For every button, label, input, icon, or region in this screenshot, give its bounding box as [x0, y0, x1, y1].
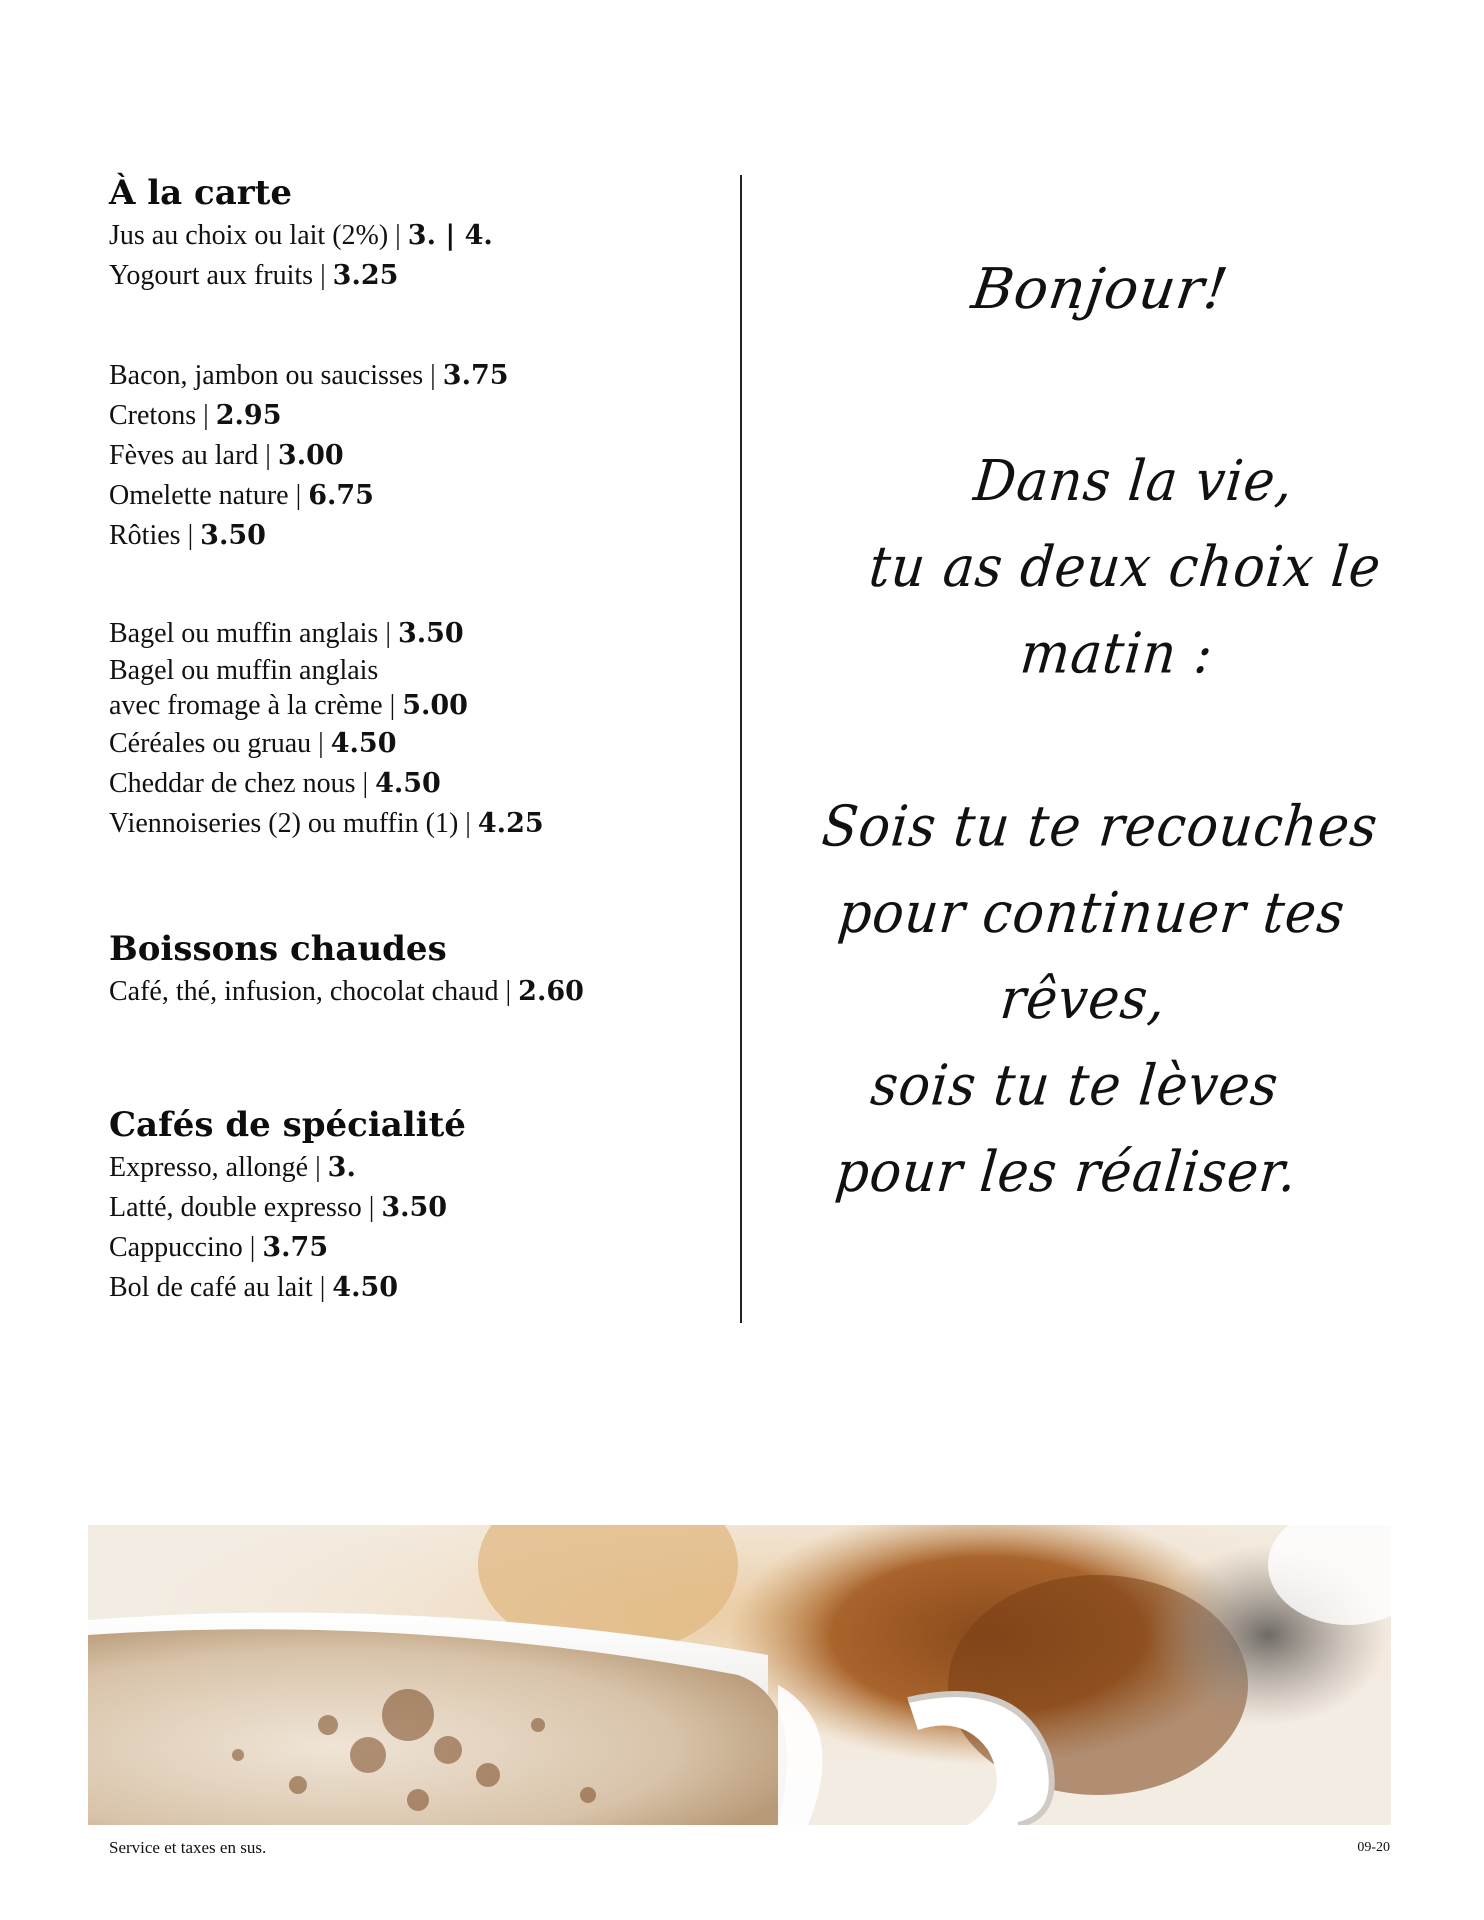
item-price: 3.50 — [200, 520, 266, 551]
item-price: 4.50 — [330, 728, 397, 759]
quote-gap — [794, 697, 1422, 783]
separator: | — [382, 690, 403, 721]
item-price: 3.00 — [277, 440, 344, 471]
menu-item — [109, 436, 729, 476]
quote-column — [790, 255, 1410, 1205]
menu-item — [109, 1228, 729, 1268]
separator: | — [312, 1272, 333, 1303]
separator: | — [242, 1232, 263, 1263]
item-name: Cheddar de chez nous — [109, 768, 356, 799]
item-price: 3.50 — [397, 618, 464, 649]
greeting: Bonjour! — [967, 257, 1233, 322]
menu-column — [109, 170, 729, 1308]
separator: | — [498, 976, 519, 1007]
item-price: 4.50 — [332, 1272, 399, 1303]
section-title-cafes-specialite: Cafés de spécialité — [109, 1105, 466, 1145]
quote-line: tu as deux choix le matin : — [866, 535, 1385, 687]
item-price: 3.25 — [332, 260, 399, 291]
menu-item — [109, 216, 729, 256]
menu-item — [109, 972, 729, 1012]
item-name: Fèves au lard — [109, 440, 259, 471]
item-name: Céréales ou gruau — [109, 728, 312, 759]
separator: | — [355, 768, 376, 799]
item-name: Yogourt aux fruits — [109, 260, 314, 291]
item-name: Bacon, jambon ou saucisses — [109, 360, 424, 391]
menu-item — [109, 396, 729, 436]
menu-item — [109, 654, 729, 724]
menu-group-specialty-coffees — [109, 1148, 729, 1308]
quote-line: pour les réaliser. — [832, 1140, 1301, 1205]
quote-line: sois tu te lèves — [868, 1053, 1282, 1119]
item-name: Bol de café au lait — [109, 1272, 313, 1303]
menu-item — [109, 1188, 729, 1228]
separator: | — [288, 480, 309, 511]
menu-item — [109, 256, 729, 296]
item-price: 4.50 — [375, 768, 441, 799]
quote-line: Dans la vie, — [971, 449, 1297, 514]
separator: | — [196, 400, 216, 431]
separator: | — [180, 520, 201, 551]
separator: | — [258, 440, 278, 471]
item-name-line1: Bagel ou muffin anglais — [109, 655, 379, 686]
separator: | — [313, 260, 333, 291]
item-price: 3. — [327, 1152, 356, 1183]
item-name: Latté, double expresso — [109, 1192, 362, 1223]
quote-line: pour continuer tes rêves, — [835, 881, 1348, 1033]
item-name: avec fromage à la crème — [109, 690, 383, 721]
separator: | — [388, 220, 408, 251]
column-divider — [740, 175, 742, 1323]
menu-item — [109, 1268, 729, 1308]
item-price: 3. | 4. — [407, 220, 493, 251]
item-name: Rôties — [109, 520, 181, 551]
menu-item — [109, 476, 729, 516]
item-name: Cretons — [109, 400, 197, 431]
menu-group-hot-drinks — [109, 972, 729, 1012]
separator: | — [423, 360, 443, 391]
quote-line: Sois tu te recouches — [819, 794, 1381, 860]
menu-item — [109, 356, 729, 396]
section-title-a-la-carte: À la carte — [109, 173, 292, 213]
item-price: 4.25 — [477, 808, 544, 839]
item-name: Omelette nature — [109, 480, 289, 511]
footer-note: Service et taxes en sus. — [109, 1838, 267, 1857]
separator: | — [308, 1152, 328, 1183]
menu-item — [109, 1148, 729, 1188]
item-price: 6.75 — [308, 480, 374, 511]
menu-group-proteins — [109, 356, 729, 556]
cappuccino-croissant-photo — [88, 1525, 1391, 1825]
item-name: Bagel ou muffin anglais — [109, 618, 379, 649]
separator: | — [458, 808, 478, 839]
quote — [752, 438, 1448, 1216]
item-name: Viennoiseries (2) ou muffin (1) — [109, 808, 459, 839]
menu-item — [109, 764, 729, 804]
menu-group-drinks-yogurt — [109, 216, 729, 296]
separator: | — [378, 618, 398, 649]
item-name: Café, thé, infusion, chocolat chaud — [109, 976, 499, 1007]
menu-item — [109, 516, 729, 556]
item-price: 3.50 — [381, 1192, 448, 1223]
item-price: 3.75 — [442, 360, 509, 391]
item-name: Expresso, allongé — [109, 1152, 309, 1183]
item-name-line2 — [109, 688, 729, 724]
menu-item — [109, 614, 729, 654]
footer-code: 09-20 — [1357, 1840, 1390, 1855]
item-price: 5.00 — [402, 690, 468, 721]
item-name: Jus au choix ou lait (2%) — [109, 220, 389, 251]
menu-item — [109, 724, 729, 764]
item-price: 3.75 — [262, 1232, 329, 1263]
item-name: Cappuccino — [109, 1232, 243, 1263]
separator: | — [361, 1192, 382, 1223]
menu-group-breads — [109, 614, 729, 844]
item-price: 2.60 — [518, 976, 584, 1007]
menu-item — [109, 804, 729, 844]
separator: | — [311, 728, 331, 759]
section-title-boissons-chaudes: Boissons chaudes — [109, 929, 447, 969]
photo-illustration — [88, 1525, 1391, 1825]
item-price: 2.95 — [215, 400, 282, 431]
